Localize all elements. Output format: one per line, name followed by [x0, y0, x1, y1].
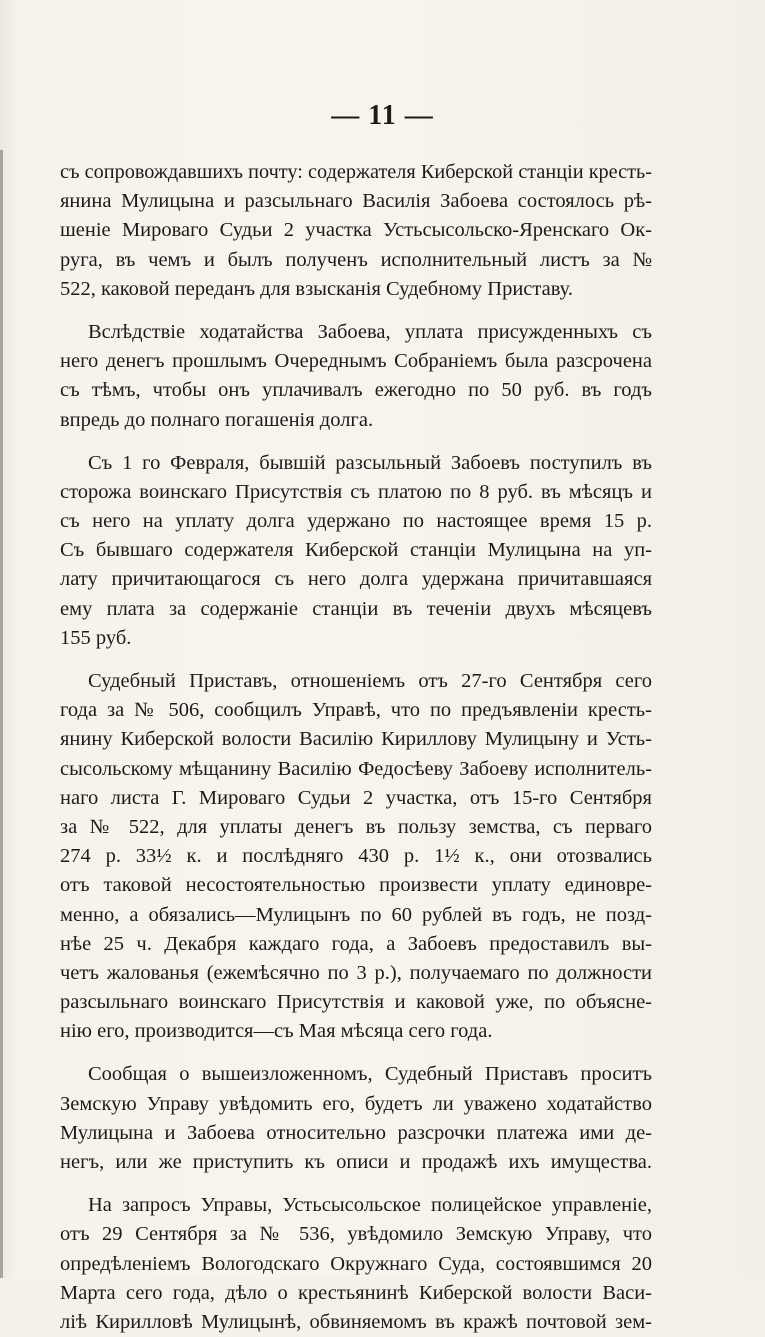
text-line: наго листа Г. Мироваго Судьи 2 участка, отъ 15-го Сентября	[60, 786, 652, 809]
text-line: лату причитающагося съ него долга удержана причитавшаяся	[60, 568, 652, 591]
text-line: него денегъ прошлымъ Очереднымъ Собраніемъ была разсрочена	[60, 350, 652, 373]
text-line: Съ бывшаго содержателя Киберской станціи Мулицына на уп-	[60, 539, 652, 562]
text-line: шеніе Мироваго Судьи 2 участка Устьсысольско-Яренскаго Ок-	[60, 219, 652, 242]
text-line: четъ жалованья (ежемѣсячно по 3 р.), получаемаго по должности	[60, 961, 652, 984]
text-line: впредь до полнаго погашенія долга.	[60, 408, 374, 431]
text-line: На запросъ Управы, Устьсысольское полицейское управленіе,	[88, 1194, 652, 1217]
text-line: отъ 29 Сентября за № 536, увѣдомило Земскую Управу, что	[60, 1223, 652, 1246]
text-line: года за № 506, сообщилъ Управѣ, что по предъявленіи кресть-	[60, 699, 652, 722]
text-line: Мулицына и Забоева относительно разсрочки платежа ими де-	[60, 1121, 652, 1144]
text-line: Съ 1 го Февраля, бывшій разсыльный Забоевъ поступилъ въ	[88, 451, 652, 474]
text-line: за № 522, для уплаты денегъ въ пользу земства, съ перваго	[60, 815, 652, 838]
body-text	[60, 158, 652, 1337]
text-line: Марта сего года, дѣло о крестьянинѣ Киберской волости Васи-	[60, 1281, 652, 1304]
text-line: ему плата за содержаніе станціи въ теченіи двухъ мѣсяцевъ	[60, 597, 652, 620]
text-line: съ него на уплату долга удержано по настоящее время 15 р.	[60, 510, 652, 533]
text-line: негъ, или же приступить къ описи и продажѣ ихъ имущества.	[60, 1151, 652, 1173]
text-line: разсыльнаго воинскаго Присутствія и каковой уже, по объясне-	[60, 991, 652, 1014]
text-line: опредѣленіемъ Вологодскаго Окружнаго Суда, состоявшимся 20	[60, 1252, 652, 1275]
text-line: менно, а обязались—Мулицынъ по 60 рублей въ годъ, не позд-	[60, 903, 652, 926]
paragraph-2	[60, 318, 652, 347]
text-line: 155 руб.	[60, 626, 132, 649]
paragraph-2-cont	[60, 347, 652, 435]
text-line: янина Мулицына и разсыльнаго Василія Забоева состоялось рѣ-	[60, 190, 652, 213]
text-line: Вслѣдствіе ходатайства Забоева, уплата присужденныхъ съ	[88, 320, 652, 343]
text-line: сторожа воинскаго Присутствія съ платою по 8 руб. въ мѣсяцъ и	[60, 480, 652, 503]
text-line: отъ таковой несостоятельностью произвести уплату единовре-	[60, 874, 652, 897]
text-line: Судебный Приставъ, отношеніемъ отъ 27-го Сентября сего	[88, 670, 652, 692]
text-line: ліѣ Кирилловѣ Мулицынѣ, обвиняемомъ въ кражѣ почтовой зем-	[60, 1310, 652, 1333]
page-binding-edge	[0, 150, 3, 1278]
text-line: Земскую Управу увѣдомить его, будетъ ли уважено ходатайство	[60, 1092, 652, 1115]
text-line: нію его, производится—съ Мая мѣсяца сего года.	[60, 1020, 493, 1043]
paragraph-3	[60, 449, 652, 653]
page-number: — 11 —	[331, 100, 434, 131]
text-line: янину Киберской волости Василію Кириллову Мулицыну и Усть-	[60, 728, 652, 751]
text-line: 274 р. 33½ к. и послѣдняго 430 р. 1½ к., они отозвались	[60, 845, 652, 868]
text-line: 522, каковой переданъ для взысканія Судебному Приставу.	[60, 277, 574, 300]
text-line: нѣе 25 ч. Декабря каждаго года, а Забоевъ предоставилъ вы-	[60, 932, 652, 955]
text-line: съ тѣмъ, чтобы онъ уплачивалъ ежегодно по 50 руб. въ годъ	[60, 379, 652, 402]
text-line: сысольскому мѣщанину Василію Федосѣеву Забоеву исполнитель-	[60, 757, 652, 780]
paragraph-5	[60, 1060, 652, 1177]
paragraph-6	[60, 1191, 652, 1337]
paragraph-1	[60, 158, 652, 304]
text-line: руга, въ чемъ и былъ полученъ исполнительный листъ за №	[60, 248, 652, 271]
paragraph-4	[60, 667, 652, 1046]
text-line: съ сопровождавшихъ почту: содержателя Киберской станціи кресть-	[60, 161, 652, 183]
text-line: Сообщая о вышеизложенномъ, Судебный Приставъ проситъ	[88, 1063, 652, 1086]
